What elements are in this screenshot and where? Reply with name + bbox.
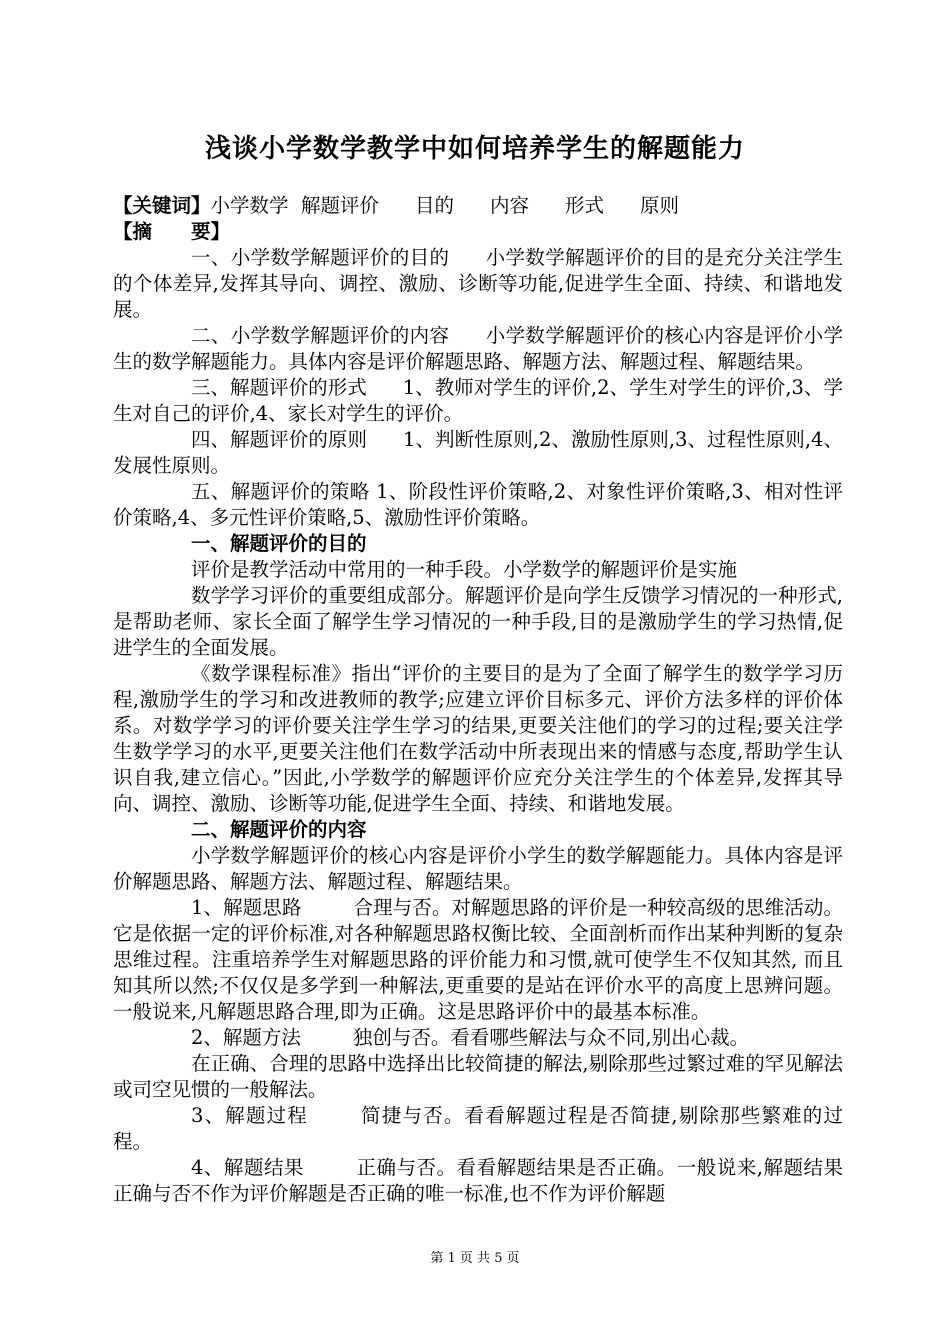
document-body [113,193,843,1207]
keyword: 形式 [564,194,604,217]
section-heading: 一、解题评价的目的 [191,532,367,555]
keyword: 解题评价 [300,194,379,217]
abstract-item: 四、解题评价的原则 1、判断性原则,2、激励性原则,3、过程性原则,4、发展性原则。 [113,428,843,477]
keyword: 内容 [489,194,529,217]
abstract-item: 二、小学数学解题评价的内容 小学数学解题评价的核心内容是评价小学生的数学解题能力。具体内容是评价解题思路、解题方法、解题过程、解题结果。 [113,324,843,373]
section-heading: 二、解题评价的内容 [191,818,367,841]
paragraph: 评价是教学活动中常用的一种手段。小学数学的解题评价是实施 [191,558,738,581]
content-item: 3、解题过程 简捷与否。看看解题过程是否简捷,剔除那些繁难的过程。 [113,1104,843,1153]
paragraph: 《数学课程标准》指出“评价的主要目的是为了全面了解学生的数学学习历程,激励学生的学习和改进教师的教学;应建立评价目标多元、评价方法多样的评价体系。对数学学习的评价要关注学生学习的结果,更要关注他们的学习的过程;要关注学生数学学习的水平,更要关注他们在数学活动中所表现出来的情感与态度,帮助学生认识自我,建立信心。”因此,小学数学的解题评价应充分关注学生的个体差异,发挥其导向、调控、激励、诊断等功能,促进学生全面、持续、和谐地发展。 [113,662,843,815]
paragraph: 数学学习评价的重要组成部分。解题评价是向学生反馈学习情况的一种形式,是帮助老师、家长全面了解学生学习情况的一种手段,目的是激励学生的学习热情,促进学生的全面发展。 [113,584,843,659]
paragraph: 小学数学解题评价的核心内容是评价小学生的数学解题能力。具体内容是评价解题思路、解题方法、解题过程、解题结果。 [113,844,843,893]
keyword: 小学数学 [210,194,289,217]
keywords-label: 【关键词】 [113,194,211,217]
paragraph: 在正确、合理的思路中选择出比较简捷的解法,剔除那些过繁过难的罕见解法或司空见惯的一般解法。 [113,1052,843,1101]
keyword: 原则 [640,194,680,217]
abstract-item: 三、解题评价的形式 1、教师对学生的评价,2、学生对学生的评价,3、学生对自己的评价,4、家长对学生的评价。 [113,376,843,425]
abstract-item: 五、解题评价的策略 1、阶段性评价策略,2、对象性评价策略,3、相对性评价策略,4、多元性评价策略,5、激励性评价策略。 [113,480,843,529]
document-title: 浅谈小学数学教学中如何培养学生的解题能力 [204,134,745,164]
keyword: 目的 [414,194,454,217]
abstract-item: 一、小学数学解题评价的目的 小学数学解题评价的目的是充分关注学生的个体差异,发挥其导向、调控、激励、诊断等功能,促进学生全面、持续、和谐地发展。 [113,246,843,321]
content-item: 1、解题思路 合理与否。对解题思路的评价是一种较高级的思维活动。它是依据一定的评价标准,对各种解题思路权衡比较、全面剖析而作出某种判断的复杂思维过程。注重培养学生对解题思路的评价能力和习惯,就可使学生不仅知其然, 而且知其所以然;不仅仅是多学到一种解法,更重要的是站在评价水平的高度上思辨问题。一般说来,凡解题思路合理,即为正确。这是思路评价中的最基本标准。 [113,896,843,1023]
content-item: 4、解题结果 正确与否。看看解题结果是否正确。一般说来,解题结果正确与否不作为评价解题是否正确的唯一标准,也不作为评价解题 [113,1156,843,1205]
keywords-line [113,193,843,219]
content-item: 2、解题方法 独创与否。看看哪些解法与众不同,别出心裁。 [191,1026,750,1049]
page-footer: 第 1 页 共 5 页 [430,1251,520,1266]
abstract-label: 【摘 要】 [113,220,231,243]
